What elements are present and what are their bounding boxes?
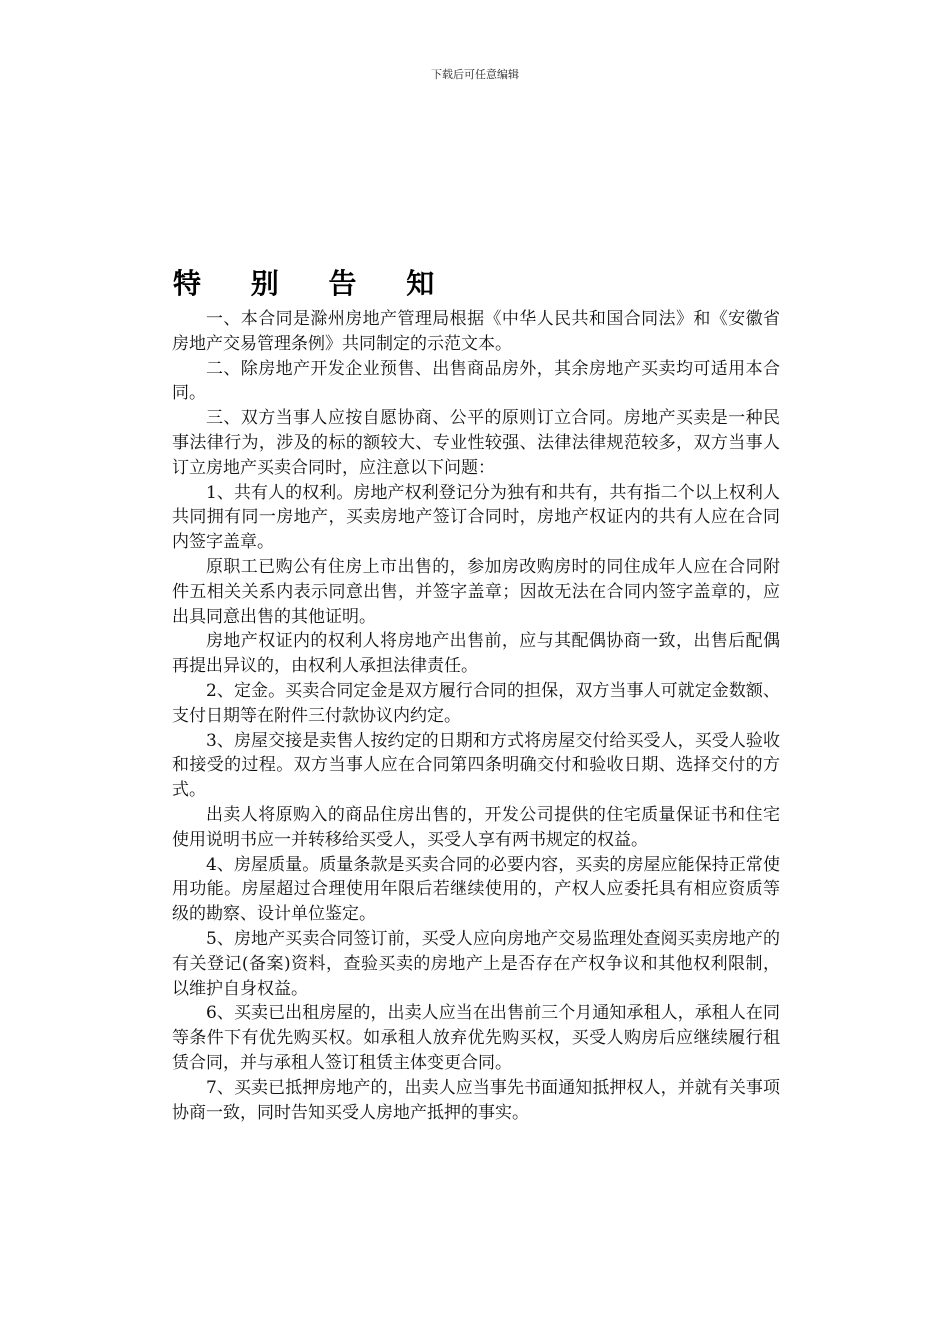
paragraph-2: 二、除房地产开发企业预售、出售商品房外，其余房地产买卖均可适用本合同。 (172, 358, 780, 404)
paragraph-7: 2、定金。买卖合同定金是双方履行合同的担保，双方当事人可就定金数额、支付日期等在附件三付款协议内约定。 (172, 680, 780, 726)
paragraph-5: 原职工已购公有住房上市出售的，参加房改购房时的同住成年人应在合同附件五相关关系内表示同意出售，并签字盖章；因故无法在合同内签字盖章的，应出具同意出售的其他证明。 (172, 556, 780, 627)
paragraph-4: 1、共有人的权利。房地产权利登记分为独有和共有，共有指二个以上权利人共同拥有同一房地产，买卖房地产签订合同时，房地产权证内的共有人应在合同内签字盖章。 (172, 482, 780, 553)
header-note: 下载后可任意编辑 (431, 68, 519, 81)
paragraph-1: 一、本合同是滁州房地产管理局根据《中华人民共和国合同法》和《安徽省房地产交易管理条例》共同制定的示范文本。 (172, 309, 780, 354)
paragraph-13: 7、买卖已抵押房地产的，出卖人应当事先书面通知抵押权人，并就有关事项协商一致，同时告知买受人房地产抵押的事实。 (172, 1077, 780, 1123)
paragraph-8: 3、房屋交接是卖售人按约定的日期和方式将房屋交付给买受人，买受人验收和接受的过程。双方当事人应在合同第四条明确交付和验收日期、选择交付的方式。 (172, 730, 780, 801)
document-title: 特 别 告 知 (173, 267, 455, 300)
paragraph-10: 4、房屋质量。质量条款是买卖合同的必要内容，买卖的房屋应能保持正常使用功能。房屋超过合理使用年限后若继续使用的，产权人应委托具有相应资质等级的勘察、设计单位鉴定。 (172, 854, 780, 925)
paragraph-9: 出卖人将原购入的商品住房出售的，开发公司提供的住宅质量保证书和住宅使用说明书应一并转移给买受人，买受人享有两书规定的权益。 (172, 804, 780, 850)
paragraph-6: 房地产权证内的权利人将房地产出售前，应与其配偶协商一致，出售后配偶再提出异议的，由权利人承担法律责任。 (172, 631, 780, 677)
paragraph-3: 三、双方当事人应按自愿协商、公平的原则订立合同。房地产买卖是一种民事法律行为，涉及的标的额较大、专业性较强、法律法律规范较多，双方当事人订立房地产买卖合同时，应注意以下问题： (172, 408, 780, 478)
paragraph-12: 6、买卖已出租房屋的，出卖人应当在出售前三个月通知承租人，承租人在同等条件下有优先购买权。如承租人放弃优先购买权，买受人购房后应继续履行租赁合同，并与承租人签订租赁主体变更合同。 (172, 1003, 780, 1073)
paragraph-11: 5、房地产买卖合同签订前，买受人应向房地产交易监理处查阅买卖房地产的有关登记(备案)资料，查验买卖的房地产上是否存在产权争议和其他权利限制，以维护自身权益。 (172, 928, 780, 999)
document-body (172, 307, 780, 1125)
